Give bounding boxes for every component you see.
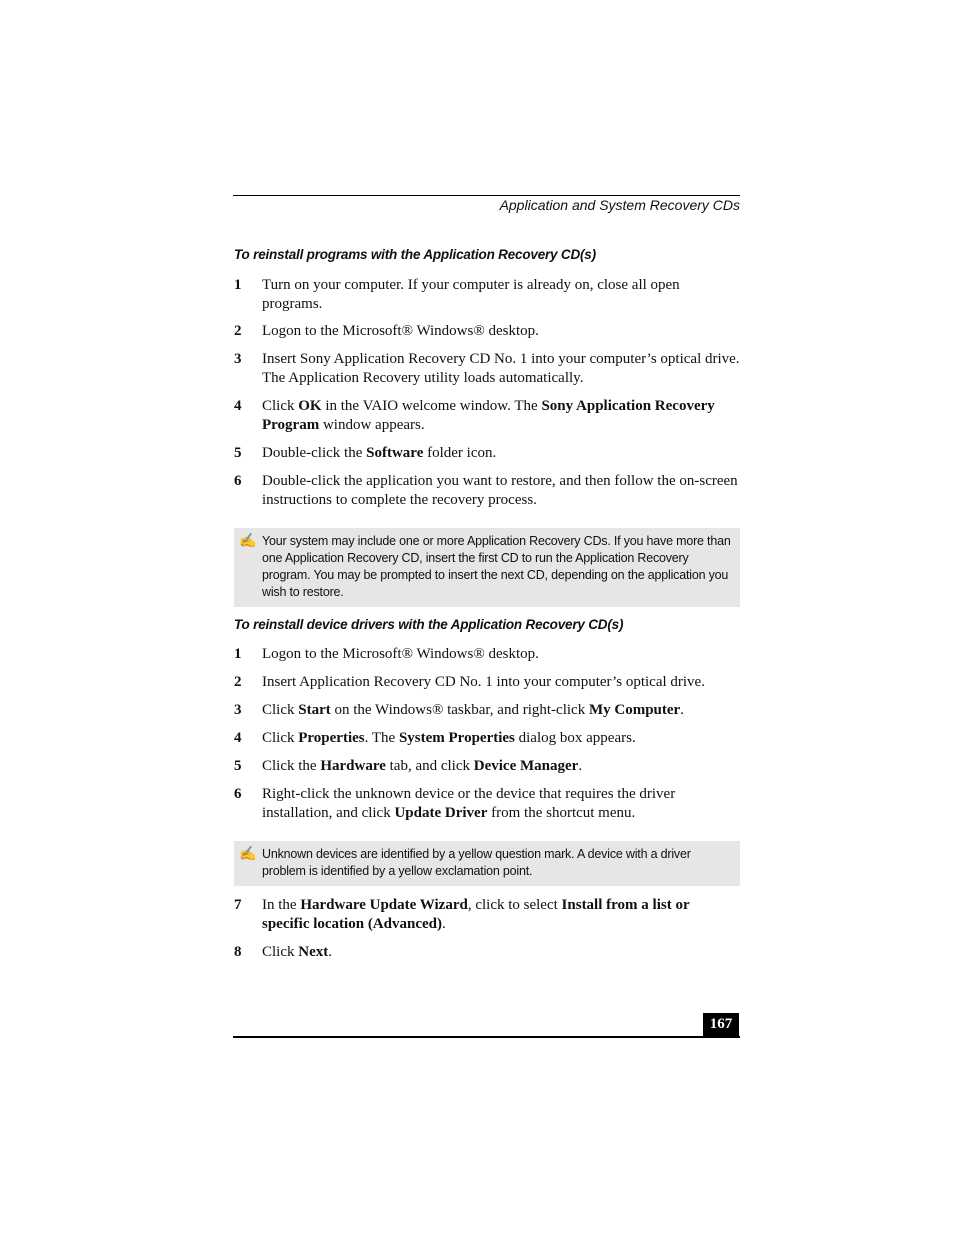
list-item: 3 Click Start on the Windows® taskbar, and right-click My Computer.: [234, 702, 684, 718]
list-item: 1 Logon to the Microsoft® Windows® desktop.: [234, 646, 539, 662]
section-title-programs: To reinstall programs with the Application Recovery CD(s): [234, 247, 596, 262]
note-box: [234, 841, 740, 886]
list-item: 6 Double-click the application you want to restore, and then follow the on-screen instructions to complete the recovery process.: [234, 473, 738, 508]
list-item: 1 Turn on your computer. If your computer is already on, close all open programs.: [234, 277, 680, 312]
list-item: 8 Click Next.: [234, 944, 332, 960]
list-item: 5 Double-click the Software folder icon.: [234, 445, 497, 461]
footer-rule: [233, 1036, 740, 1038]
pencil-note-icon: ✍: [239, 532, 257, 548]
pencil-note-icon: ✍: [239, 845, 257, 861]
list-item: 4 Click OK in the VAIO welcome window. The Sony Application Recovery Program window appears.: [234, 398, 715, 433]
list-item: 3 Insert Sony Application Recovery CD No. 1 into your computer’s optical drive. The Application Recovery utility loads automatically.: [234, 351, 740, 386]
list-item: 4 Click Properties. The System Properties dialog box appears.: [234, 730, 636, 746]
header-rule: [233, 195, 740, 196]
list-item: 6 Right-click the unknown device or the device that requires the driver installation, and click Update Driver from the shortcut menu.: [234, 786, 676, 821]
list-item: 5 Click the Hardware tab, and click Device Manager.: [234, 758, 583, 774]
note-text: Unknown devices are identified by a yellow question mark. A device with a driver problem is identified by a yellow exclamation point.: [262, 847, 691, 878]
note-box: [234, 528, 740, 607]
section-title-drivers: To reinstall device drivers with the Application Recovery CD(s): [234, 617, 624, 632]
page-number: 167: [703, 1013, 739, 1037]
note-text: Your system may include one or more Application Recovery CDs. If you have more than one Application Recovery CD, insert the first CD to run the Application Recovery program. You may be prompted to insert the next CD, depending on the application you wish to restore.: [262, 534, 731, 599]
list-item: 7 In the Hardware Update Wizard, click to select Install from a list or specific location (Advanced).: [234, 897, 690, 932]
running-title: Application and System Recovery CDs: [499, 197, 740, 213]
list-item: 2 Insert Application Recovery CD No. 1 into your computer’s optical drive.: [234, 674, 705, 690]
list-item: 2 Logon to the Microsoft® Windows® desktop.: [234, 323, 539, 339]
